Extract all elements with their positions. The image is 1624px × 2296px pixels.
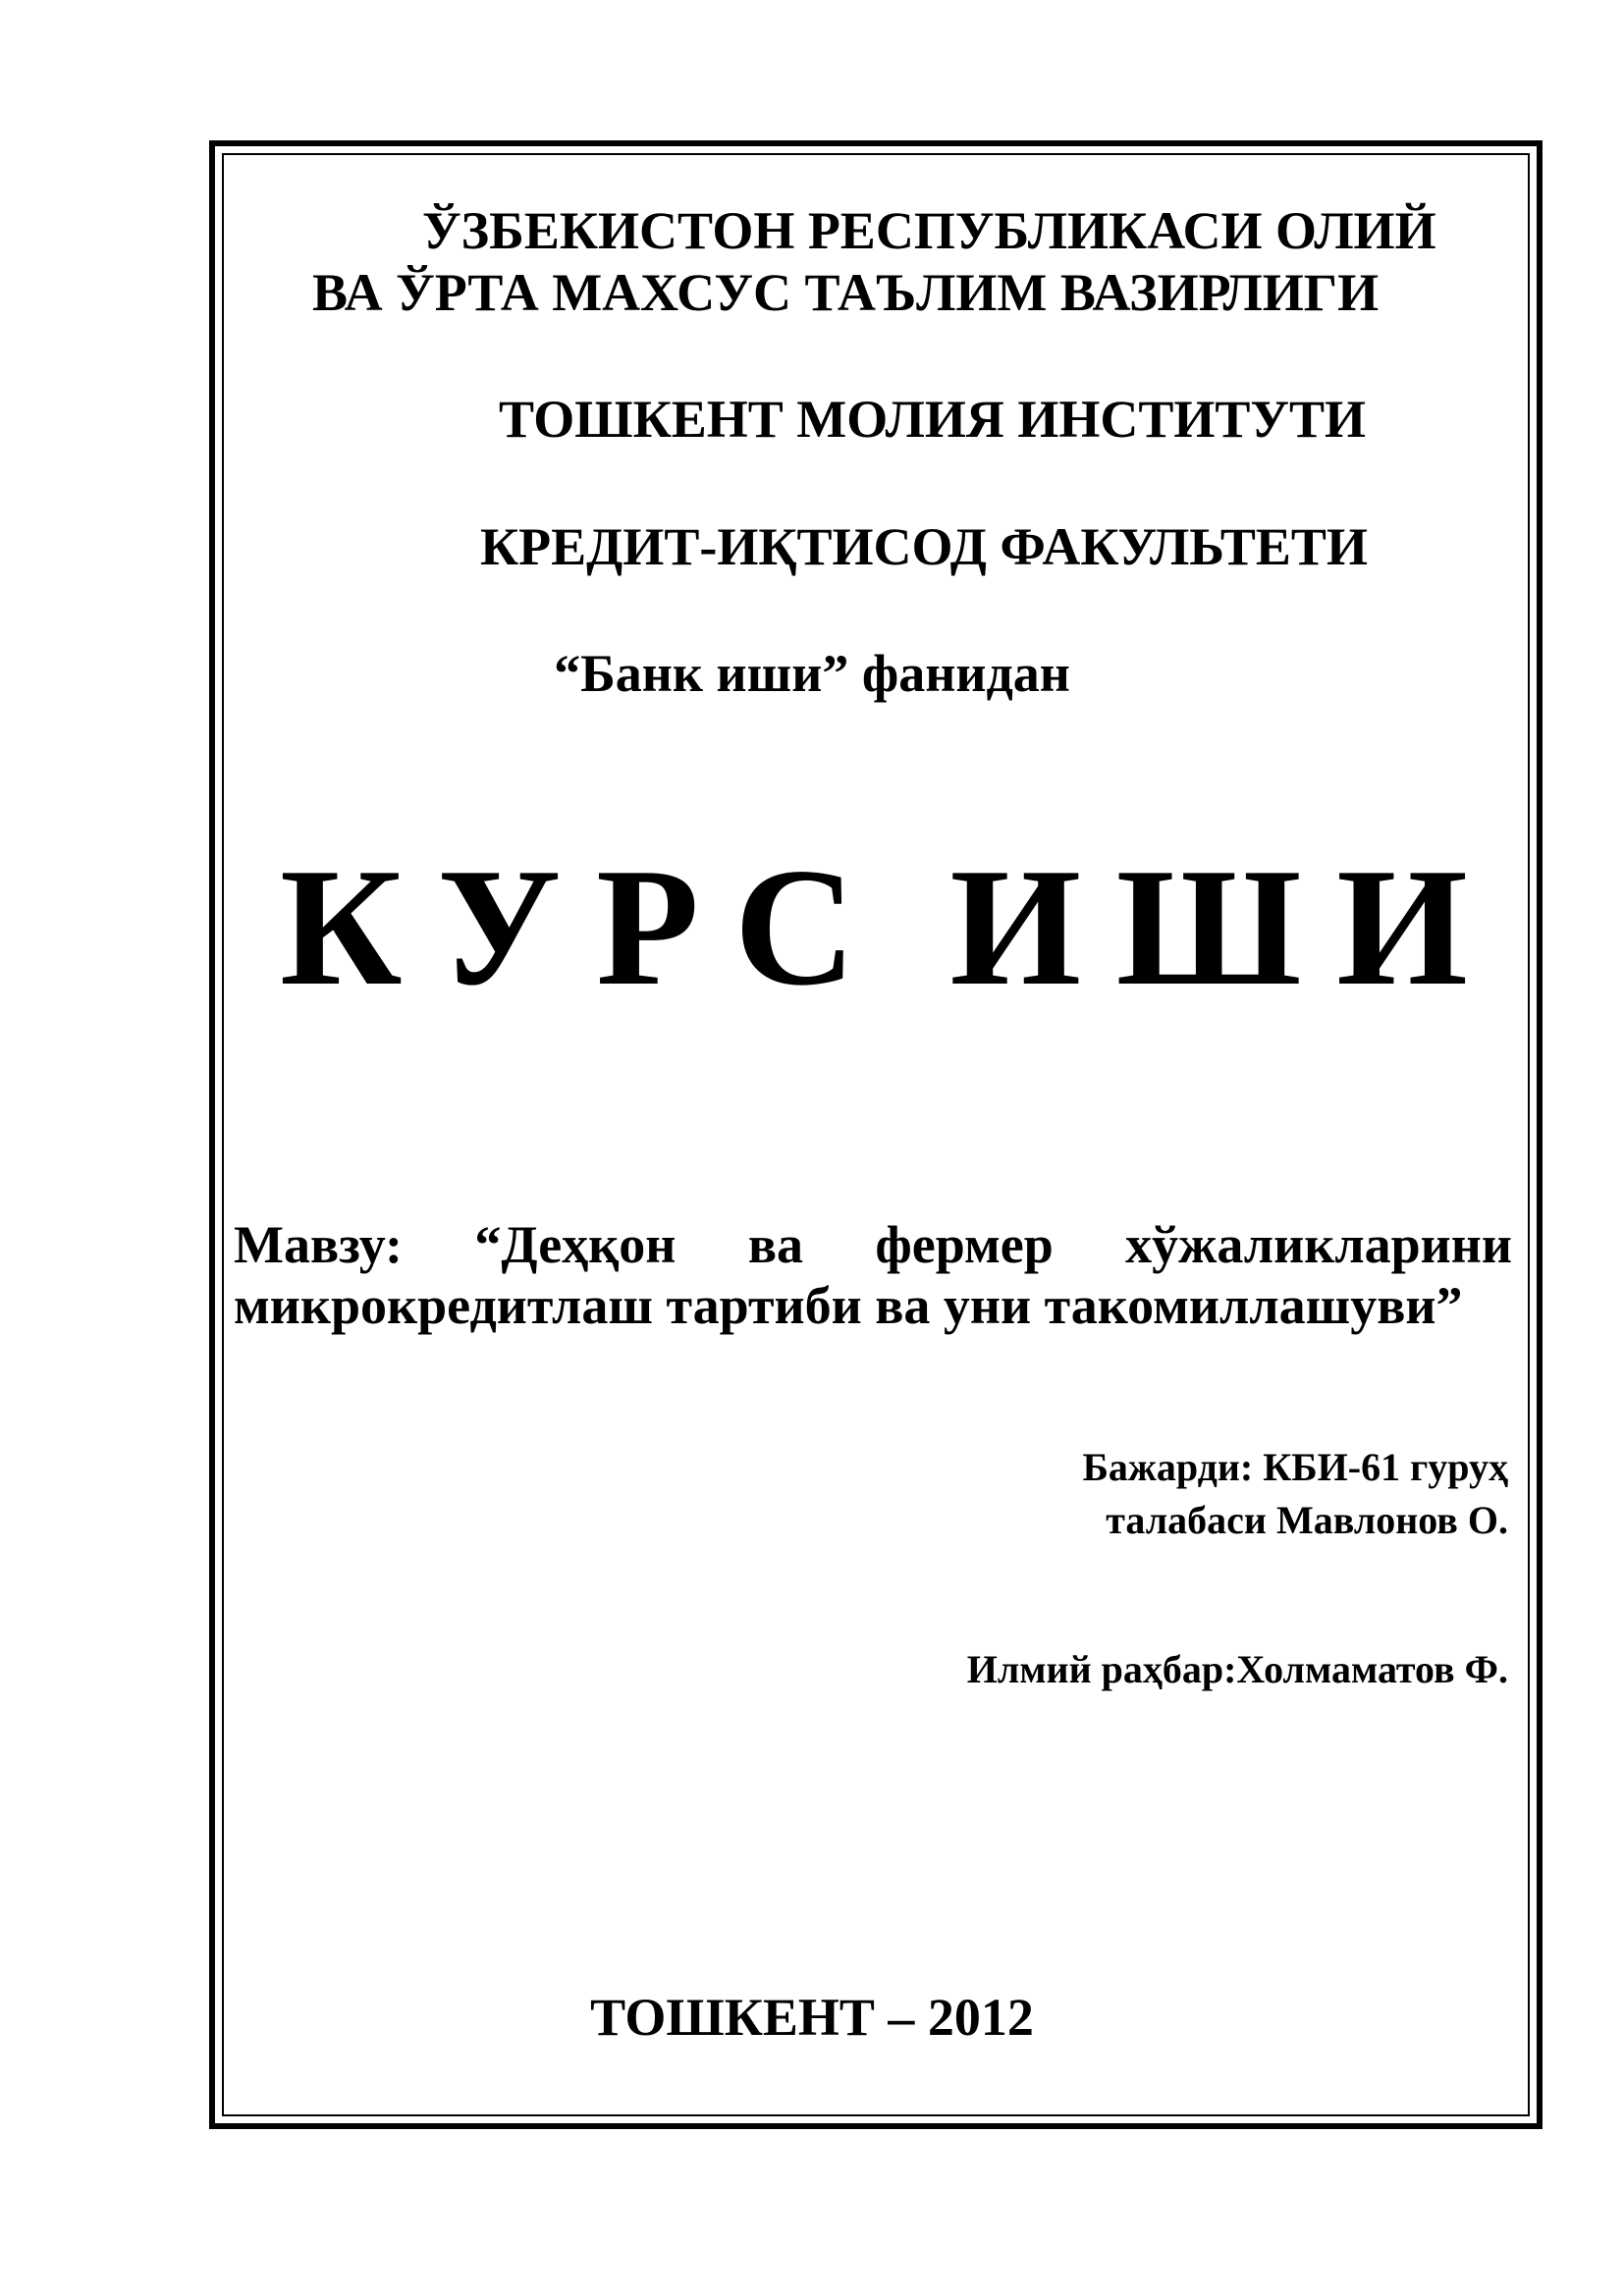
performer-line2: талабаси Мавлонов О. (1106, 1498, 1508, 1542)
title-letter: Р (596, 834, 700, 1021)
faculty-name: КРЕДИТ-ИҚТИСОД ФАКУЛЬТЕТИ (480, 517, 1368, 576)
topic-text: Мавзу: “Деҳқон ва фермер хўжаликларини микрокредитлаш тартиби ва уни такомиллашуви” (234, 1215, 1512, 1335)
title-letter: С (733, 834, 856, 1021)
title-letter: У (437, 834, 562, 1021)
ministry-name-line1: ЎЗБЕКИСТОН РЕСПУБЛИКАСИ ОЛИЙ (422, 201, 1436, 260)
performer-info (1082, 1441, 1508, 1547)
supervisor-line: Илмий раҳбар:Холмаматов Ф. (966, 1647, 1508, 1691)
title-letter: И (1336, 834, 1468, 1021)
supervisor-info (967, 1643, 1508, 1696)
institute-name: ТОШКЕНТ МОЛИЯ ИНСТИТУТИ (499, 390, 1367, 449)
title-letter: И (949, 834, 1082, 1021)
city-year: ТОШКЕНТ – 2012 (590, 1988, 1034, 2047)
title-letter: К (280, 834, 403, 1021)
subject-name: “Банк иши” фанидан (554, 644, 1070, 703)
ministry-name-line2: ВА ЎРТА МАХСУС ТАЪЛИМ ВАЗИРЛИГИ (312, 263, 1380, 322)
title-letter: Ш (1115, 834, 1302, 1021)
document-title (280, 834, 1468, 1021)
performer-line1: Бажарди: КБИ-61 гуруҳ (1082, 1445, 1508, 1489)
